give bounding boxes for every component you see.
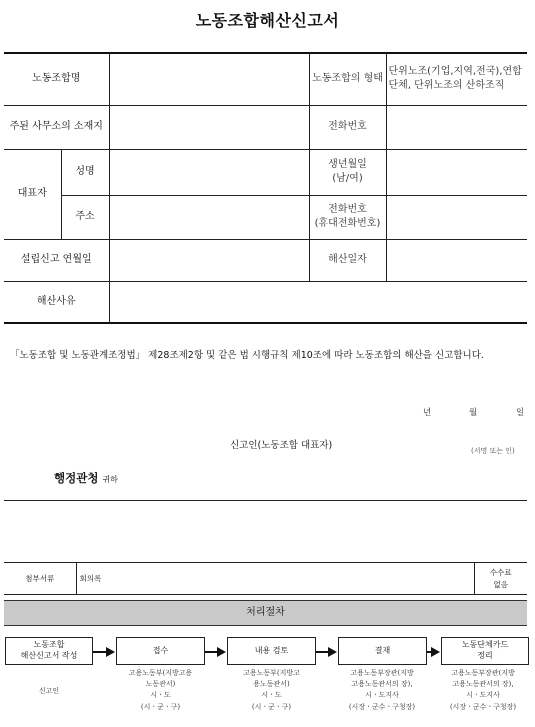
union-type-value[interactable]: 단위노조(기업,지역,전국),연합단체, 단위노조의 산하조직 [386,53,527,105]
recipient-name: 행정관청 [54,471,99,485]
attachments-value: 회의록 [76,563,474,595]
dissolution-date-label: 해산일자 [309,239,386,281]
date-year-label: 년 [423,408,432,418]
arrow-icon [431,647,440,657]
office-address-label: 주된 사무소의 소재지 [4,105,109,149]
step-review-actor: 고용노동부(지방고 용노동관서) 시ㆍ도 (시ㆍ군ㆍ구) [243,669,300,711]
rep-phone-field[interactable] [386,195,527,239]
rep-address-field[interactable] [109,195,309,239]
reason-label: 해산사유 [4,281,109,323]
rep-address-label: 주소 [61,195,109,239]
reason-field[interactable] [109,281,527,323]
step-approval-actor: 고용노동부장관(지방 고용노동관서의 장), 시ㆍ도지사 (시장ㆍ군수ㆍ구청장) [348,669,416,711]
mobile-label-text: (휴대전화번호) [314,218,381,229]
rep-phone-label-text: 전화번호 [328,203,367,215]
step-write-actor: 신고인 [38,687,60,695]
arrow-icon [217,647,226,657]
union-name-label: 노동조합명 [4,53,109,105]
step-receipt-actor: 고용노동부(지방고용 노동관서) 시ㆍ도 (시ㆍ군ㆍ구) [128,669,193,711]
established-date-label: 설립신고 연월일 [4,239,109,281]
procedure-title: 처리절차 [4,600,527,626]
gender-label-text: (남/여) [332,173,363,184]
office-address-field[interactable] [109,105,309,149]
union-name-field[interactable] [109,53,309,105]
rep-phone-label [309,195,386,239]
declaration-text: 「노동조합 및 노동관계조정법」 제28조제2항 및 같은 법 시행규칙 제10조에 따라 노동조합의 해산을 신고합니다. [10,350,484,361]
birthdate-label [309,149,386,195]
fee-cell [474,563,527,595]
birthdate-field[interactable] [386,149,527,195]
divider [4,500,527,501]
step-write: 노동조합 해산신고서 작성 [5,637,93,665]
date-day-label: 일 [516,408,525,418]
fee-value: 없음 [493,579,508,589]
phone-field[interactable] [386,105,527,149]
step-card-update: 노동단체카드 정리 [441,637,529,665]
signature-label: (서명 또는 인) [471,447,515,455]
arrow-icon [328,647,337,657]
page-title: 노동조합해산신고서 [195,11,340,30]
step-review: 내용 검토 [227,637,316,665]
established-date-field[interactable] [109,239,309,281]
attachments-table [4,562,527,595]
arrow-icon [106,647,115,657]
attachments-label: 첨부서류 [4,563,76,595]
step-receipt: 접수 [116,637,205,665]
phone-label: 전화번호 [309,105,386,149]
report-form-table [4,52,527,324]
date-month-label: 월 [469,408,478,418]
fee-label: 수수료 [489,567,512,577]
recipient-honorific: 귀하 [102,475,118,484]
recipient [54,470,118,486]
rep-name-field[interactable] [109,149,309,195]
step-approval: 결재 [338,637,427,665]
birthdate-label-text: 생년월일 [328,158,367,170]
union-type-label: 노동조합의 형태 [309,53,386,105]
representative-label: 대표자 [4,149,61,239]
rep-name-label: 성명 [61,149,109,195]
step-card-update-actor: 고용노동부장관(지방 고용노동관서의 장), 시ㆍ도지사 (시장ㆍ군수ㆍ구청장) [449,669,517,711]
arrow-shaft-1 [93,651,107,653]
reporter-label: 신고인(노동조합 대표자) [230,440,333,451]
dissolution-date-field[interactable] [386,239,527,281]
